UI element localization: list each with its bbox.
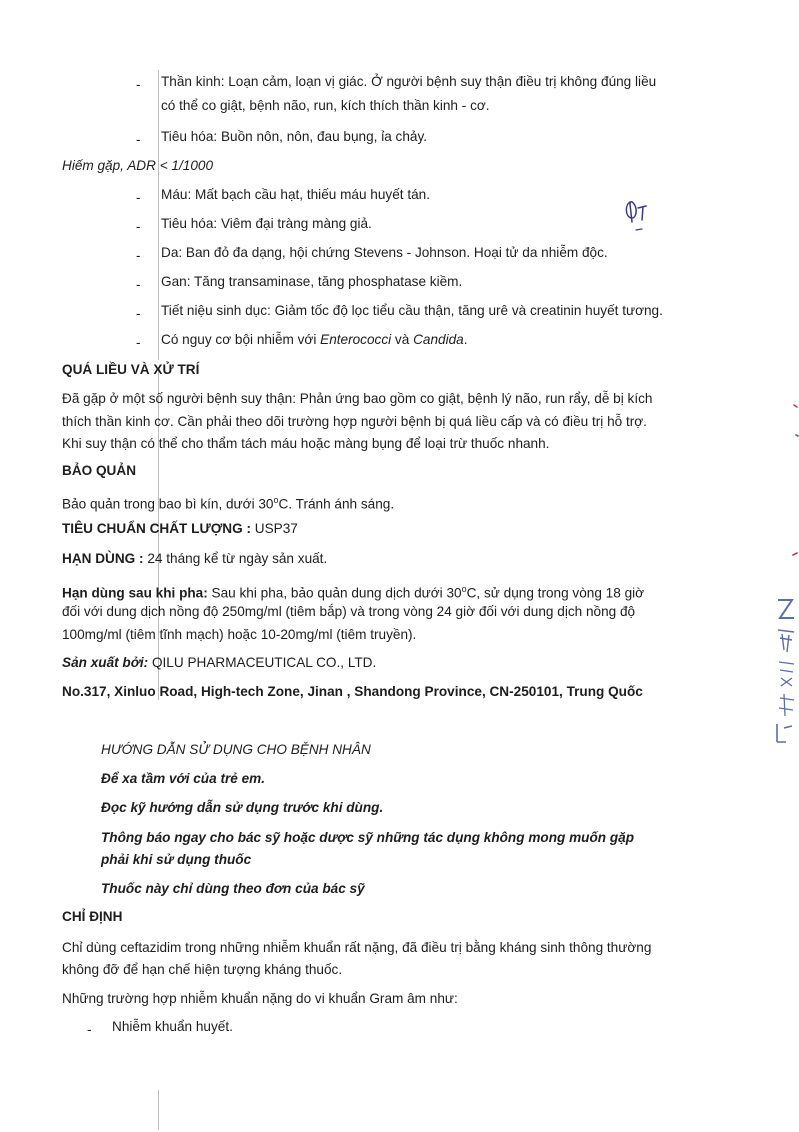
rare-skin: Da: Ban đỏ đa dạng, hội chứng Stevens - Johnson. Hoại tử da nhiễm độc. (161, 245, 608, 260)
storage-text: Bảo quản trong bao bì kín, dưới 30$^o$C. Tránh ánh sáng. (62, 495, 395, 512)
bullet-dash: - (136, 77, 141, 92)
manufacturer: Sản xuất bởi: QILU PHARMACEUTICAL CO., LTD. (62, 655, 377, 670)
adr-digestive: Tiêu hóa: Buồn nôn, nôn, đau bụng, ỉa chảy. (161, 129, 428, 144)
patient-guide-line-2: Đọc kỹ hướng dẫn sử dụng trước khi dùng. (101, 800, 384, 815)
overdose-line-2: thích thần kinh cơ. Cần phải theo dõi trường hợp người bệnh bị quá liều cấp và có điều trị hỗ trợ. (62, 414, 647, 429)
rare-adr-heading: Hiếm gặp, ADR < 1/1000 (62, 158, 213, 173)
bullet-dash: - (136, 248, 141, 263)
patient-guide-line-4: Thuốc này chỉ dùng theo đơn của bác sỹ (101, 881, 365, 896)
rare-liver: Gan: Tăng transaminase, tăng phosphatase kiềm. (161, 274, 463, 289)
rare-superinfection: Có nguy cơ bội nhiễm với Enterococci và Candida. (161, 332, 468, 347)
patient-guide-title: HƯỚNG DẪN SỬ DỤNG CHO BỆNH NHÂN (101, 742, 371, 757)
patient-guide-line-1: Để xa tầm với của trẻ em. (101, 771, 266, 786)
bullet-dash: - (136, 306, 141, 321)
indication-heading: CHỈ ĐỊNH (62, 909, 123, 924)
bullet-dash: - (87, 1022, 92, 1037)
indication-gram-line: Những trường hợp nhiễm khuẩn nặng do vi khuẩn Gram âm như: (62, 991, 458, 1006)
handwritten-initial-icon (622, 196, 652, 236)
after-mix-line-2: đối với dung dịch nồng độ 250mg/ml (tiêm bắp) và trong vòng 24 giờ đối với dung dịch nồng độ (62, 604, 636, 619)
bullet-dash: - (136, 190, 141, 205)
bullet-dash: - (136, 219, 141, 234)
bullet-dash: - (136, 335, 141, 350)
rare-urogenital: Tiết niệu sinh dục: Giảm tốc độ lọc tiểu cầu thận, tăng urê và creatinin huyết tương. (161, 303, 663, 318)
overdose-line-1: Đã gặp ở một số người bệnh suy thận: Phản ứng bao gồm co giật, bệnh lý não, run rẩy, dễ bị kích (62, 391, 653, 406)
indication-line-1: Chỉ dùng ceftazidim trong những nhiễm khuẩn rất nặng, đã điều trị bằng kháng sinh thông thường (62, 940, 652, 955)
quality-standard: TIÊU CHUẨN CHẤT LƯỢNG : USP37 (62, 521, 298, 536)
overdose-line-3: Khi suy thận có thể cho thẩm tách máu hoặc màng bụng để loại trừ thuốc nhanh. (62, 436, 550, 451)
scan-line (158, 1090, 159, 1130)
bullet-dash: - (136, 277, 141, 292)
rare-blood: Máu: Mất bạch cầu hạt, thiếu máu huyết tán. (161, 187, 431, 202)
indication-line-2: không đỡ để hạn chế hiện tượng kháng thuốc. (62, 962, 343, 977)
scan-line (158, 70, 159, 360)
partial-stamp-icon (772, 590, 799, 750)
rare-digestive: Tiêu hóa: Viêm đại tràng màng giả. (161, 216, 372, 231)
expiry: HẠN DÙNG : 24 tháng kể từ ngày sản xuất. (62, 551, 328, 566)
adr-neuro-line-1: Thần kinh: Loạn cảm, loạn vị giác. Ở người bệnh suy thận điều trị không đúng liều (161, 74, 657, 89)
edge-red-marks-icon (784, 395, 799, 565)
patient-guide-line-3b: phải khi sử dụng thuốc (101, 852, 252, 867)
patient-guide-line-3a: Thông báo ngay cho bác sỹ hoặc dược sỹ những tác dụng không mong muốn gặp (101, 830, 635, 845)
storage-heading: BẢO QUẢN (62, 463, 137, 478)
manufacturer-address: No.317, Xinluo Road, High-tech Zone, Jinan , Shandong Province, CN-250101, Trung Quốc (62, 684, 643, 699)
adr-neuro-line-2: có thể co giật, bệnh não, run, kích thích thần kinh - cơ. (161, 98, 490, 113)
bullet-dash: - (136, 132, 141, 147)
overdose-heading: QUÁ LIỀU VÀ XỬ TRÍ (62, 362, 200, 377)
after-mix-line-1: Hạn dùng sau khi pha: Sau khi pha, bảo quản dung dịch dưới 30$^o$C, sử dụng trong vòng 18 giờ (62, 584, 645, 601)
indication-bullet-septicemia: Nhiễm khuẩn huyết. (112, 1019, 233, 1034)
after-mix-line-3: 100mg/ml (tiêm tĩnh mạch) hoặc 10-20mg/ml (tiêm truyền). (62, 627, 417, 642)
